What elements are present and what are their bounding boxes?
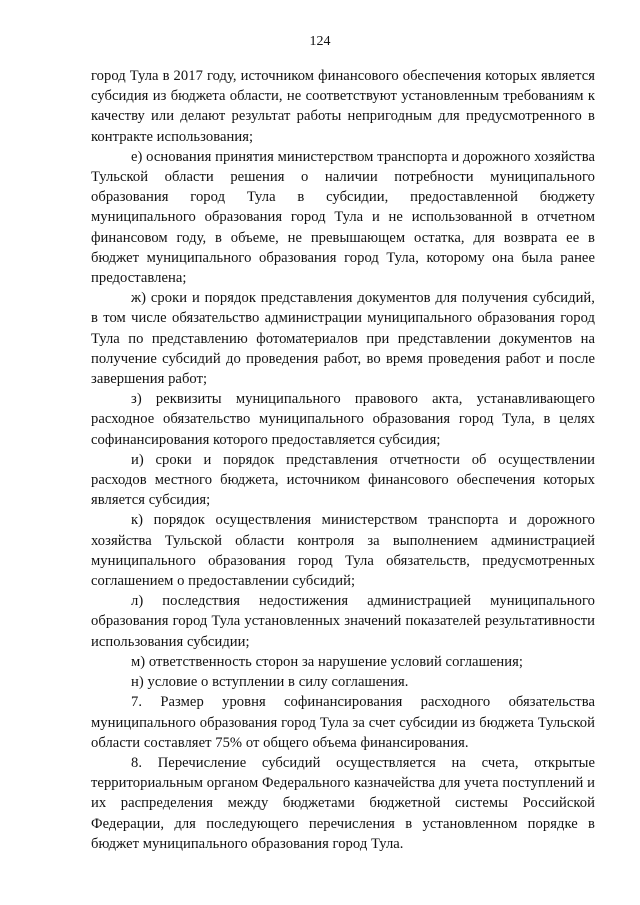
paragraph-section-8: 8. Перечисление субсидий осуществляется на счета, открытые территориальным органом Федерального казначейства для учета поступлений и их распределения между бюджетами бюджетной системы Российской Федерации, для последующего перечисления в установленном порядке в бюджет муниципального образования город Тула. (91, 754, 595, 852)
page-number: 124 (309, 34, 331, 49)
paragraph-item-k: к) порядок осуществления министерством транспорта и дорожного хозяйства Тульской области контроля за выполнением администрацией муниципального образования город Тула обязательств, предусмотренных соглашением о предоставлении субсидий; (91, 512, 595, 590)
paragraph-item-e: е) основания принятия министерством транспорта и дорожного хозяйства Тульской области решения о наличии потребности муниципального образования город Тула в субсидии, предоставленной бюджету муниципального образования город Тула и не использованной в отчетном финансовом году, в объеме, не превышающем остатка, для возврата ее в бюджет муниципального образования город Тула, которому она была ранее предоставлена; (91, 148, 595, 287)
paragraph-section-7: 7. Размер уровня софинансирования расходного обязательства муниципального образования город Тула за счет субсидии из бюджета Тульской области составляет 75% от общего объема финансирования. (91, 694, 595, 751)
paragraph-item-z: з) реквизиты муниципального правового акта, устанавливающего расходное обязательство муниципального образования город Тула, в целях софинансирования которого предоставляется субсидия; (91, 391, 595, 448)
paragraph-continuation: город Тула в 2017 году, источником финансового обеспечения которых является субсидия из бюджета области, не соответствуют установленным требованиям к качеству или делают результат работы непригодным для предусмотренного в контракте использования; (91, 68, 595, 145)
document-body (91, 66, 595, 854)
paragraph-item-l: л) последствия недостижения администрацией муниципального образования город Тула установленных значений показателей результативности использования субсидии; (91, 593, 595, 650)
paragraph-item-n: н) условие о вступлении в силу соглашения. (131, 674, 409, 691)
paragraph-item-i: и) сроки и порядок представления отчетности об осуществлении расходов местного бюджета, источником финансового обеспечения которых является субсидия; (91, 451, 595, 509)
paragraph-item-m: м) ответственность сторон за нарушение условий соглашения; (131, 653, 523, 670)
paragraph-item-zh: ж) сроки и порядок представления документов для получения субсидий, в том числе обязательство администрации муниципального образования город Тула по представлению фотоматериалов при представлении документов на получение субсидий до проведения работ, во время проведения работ и после завершения работ; (91, 290, 595, 388)
